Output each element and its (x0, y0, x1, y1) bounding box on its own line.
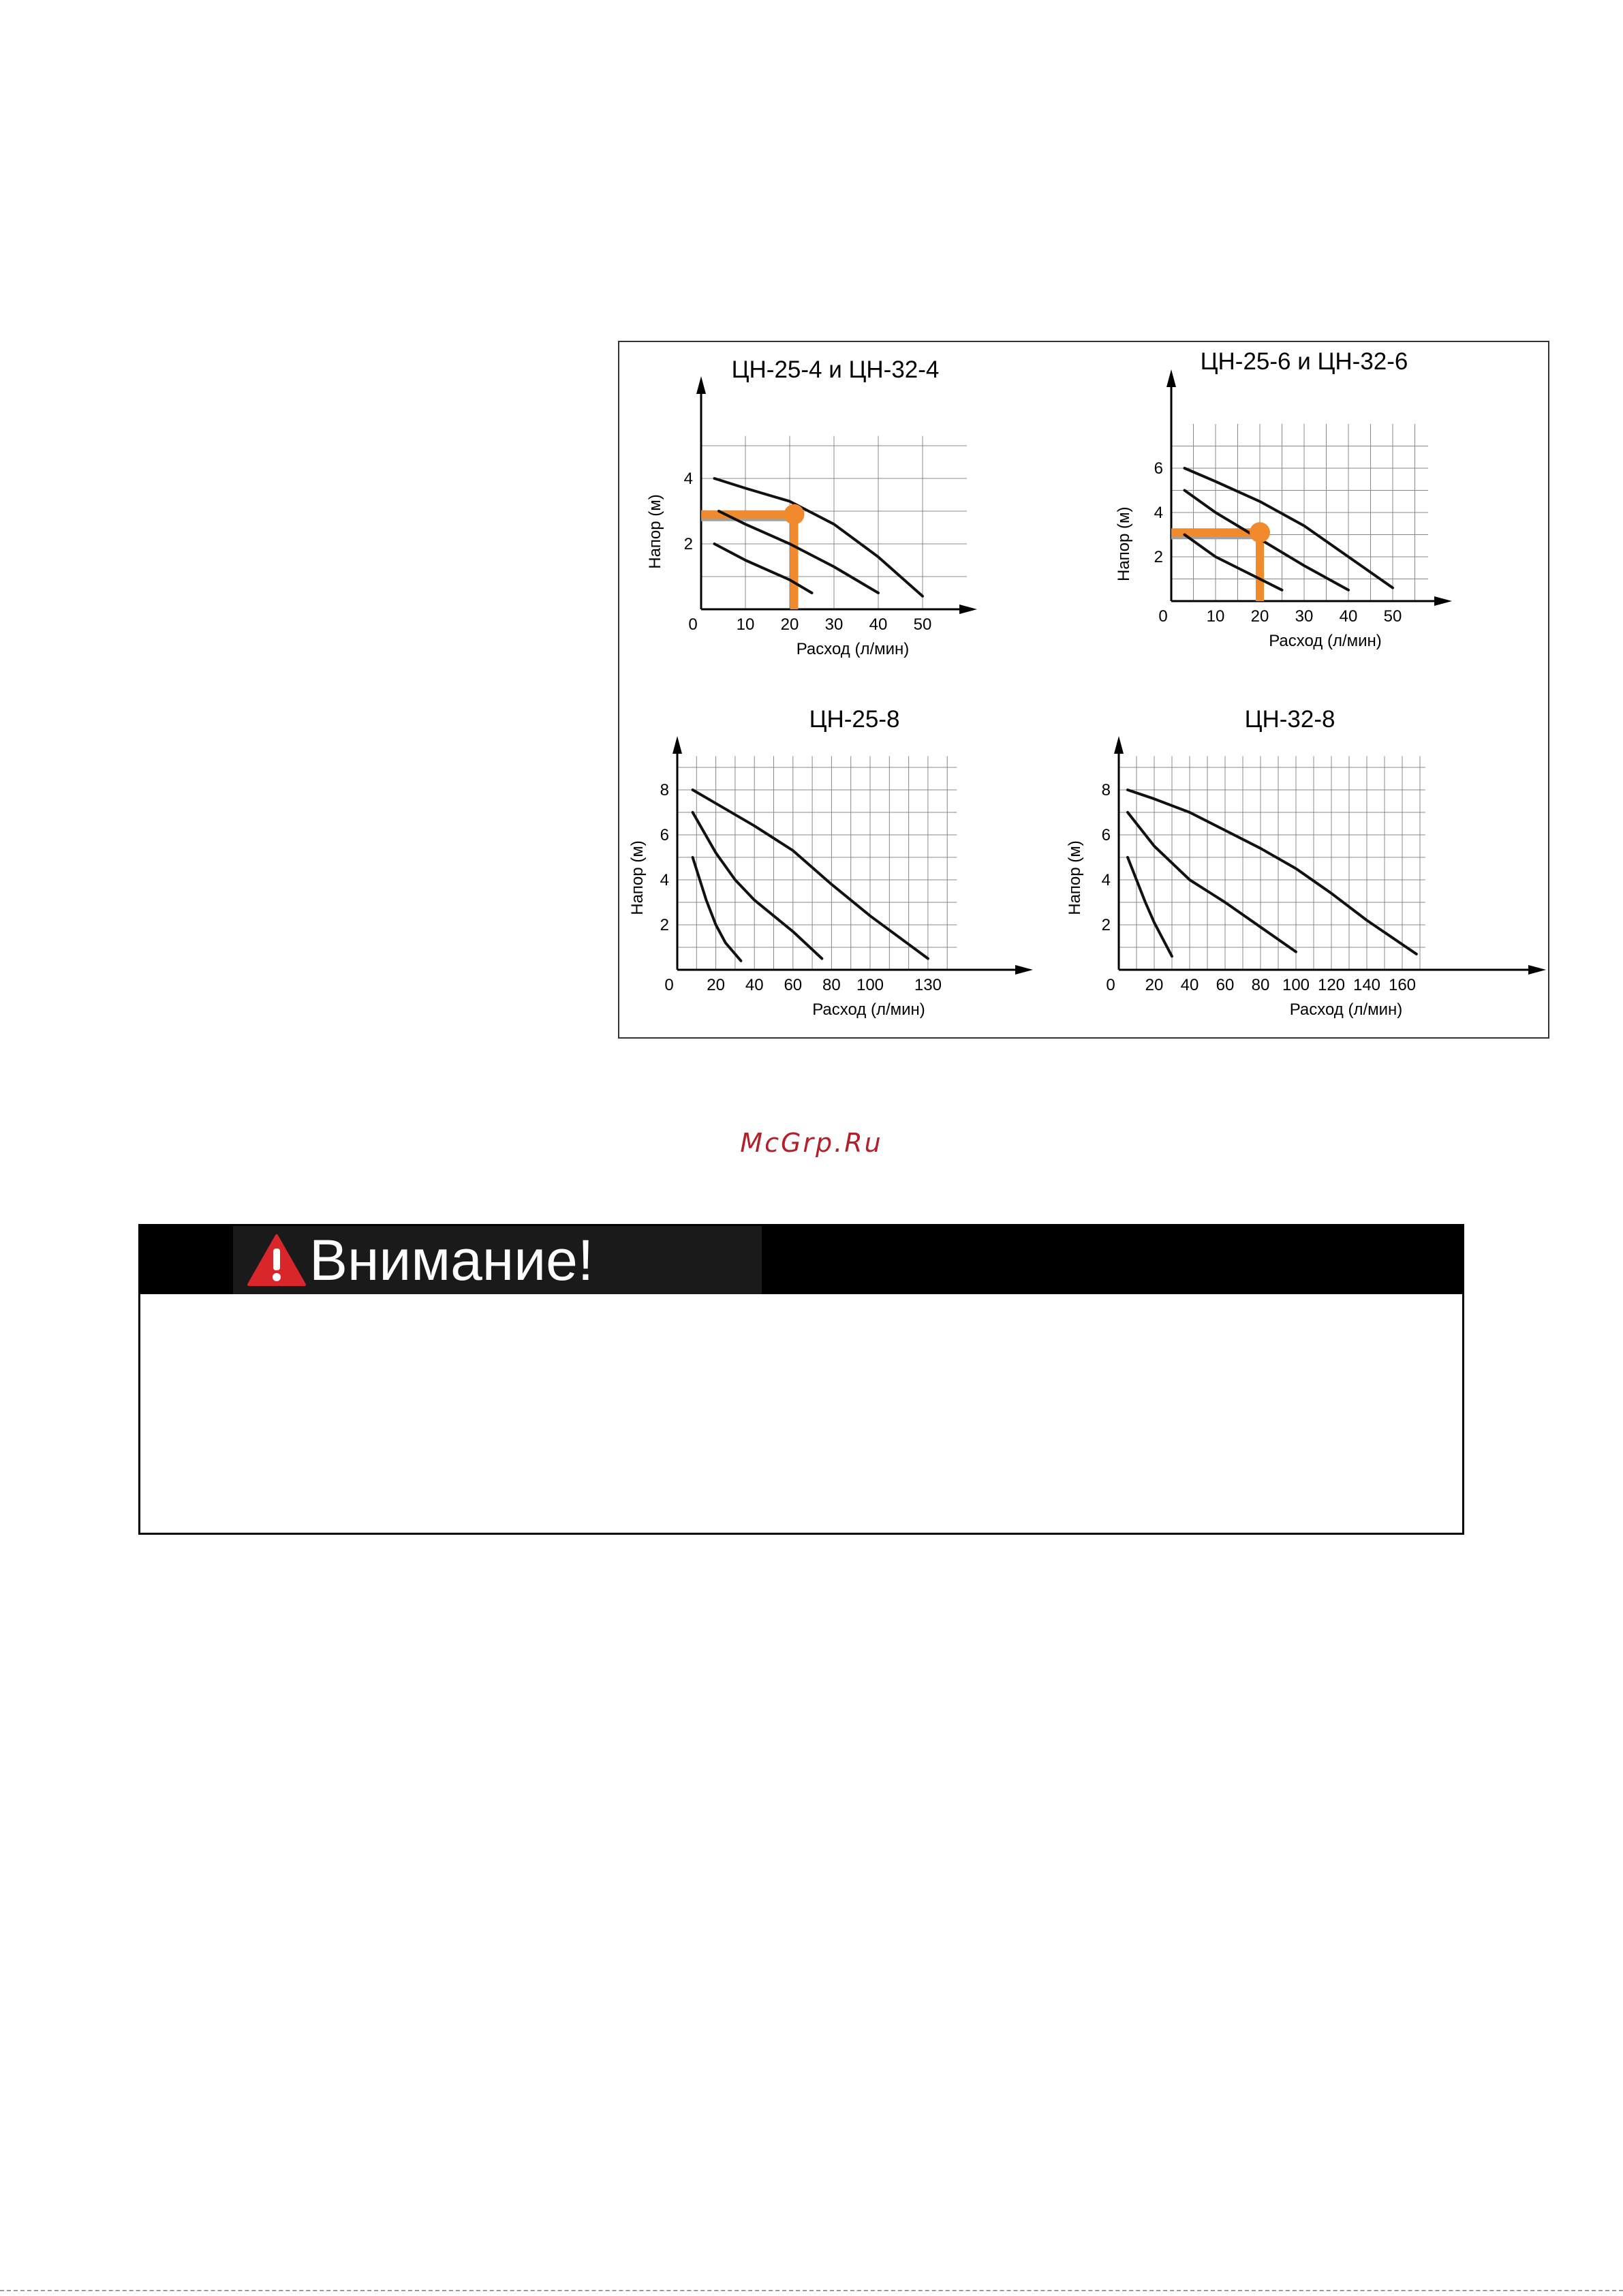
y-tick-label: 4 (683, 470, 693, 488)
x-tick-label: 0 (688, 615, 698, 634)
x-tick-label: 160 (1388, 976, 1417, 994)
y-axis-arrow (1114, 736, 1124, 754)
warning-box (138, 1224, 1464, 1535)
x-tick-label: 80 (1251, 976, 1270, 994)
operating-point-dot (784, 504, 805, 525)
x-axis-arrow (959, 604, 977, 614)
x-tick-label: 50 (913, 615, 932, 634)
x-tick-label: 20 (707, 976, 725, 994)
x-tick-label: 10 (1206, 607, 1225, 626)
pump-curves-figure (618, 341, 1549, 1039)
pump-curves-svg (619, 342, 1551, 1040)
pump-curve-line (1128, 812, 1296, 952)
y-tick-label: 2 (1101, 916, 1111, 934)
warning-body (140, 1294, 1462, 1533)
warning-banner (233, 1226, 762, 1294)
x-axis-label: Расход (л/мин) (1289, 1000, 1403, 1019)
y-tick-label: 4 (1101, 871, 1111, 889)
x-tick-label: 30 (1295, 607, 1314, 626)
watermark-text: McGrp.Ru (740, 1128, 883, 1158)
warning-header (140, 1226, 1462, 1294)
y-axis-arrow (673, 736, 682, 754)
y-tick-label: 8 (660, 781, 669, 799)
y-tick-label: 4 (1154, 504, 1163, 522)
x-axis-label: Расход (л/мин) (796, 640, 910, 658)
chart-title: ЦН-25-6 и ЦН-32-6 (1200, 348, 1408, 375)
y-tick-label: 2 (1154, 548, 1163, 566)
x-tick-label: 80 (822, 976, 841, 994)
x-tick-label: 0 (1106, 976, 1115, 994)
y-axis-label: Напор (м) (646, 494, 664, 569)
x-axis-arrow (1434, 596, 1452, 606)
x-tick-label: 140 (1352, 976, 1381, 994)
pump-curve-line (693, 790, 928, 959)
x-tick-label: 100 (856, 976, 884, 994)
x-tick-label: 0 (664, 976, 674, 994)
chart-title: ЦН-25-4 и ЦН-32-4 (731, 356, 940, 383)
x-tick-label: 40 (1339, 607, 1358, 626)
y-tick-label: 2 (660, 916, 669, 934)
warning-triangle-icon (247, 1234, 307, 1287)
pump-curve-line (693, 857, 741, 961)
x-tick-label: 40 (745, 976, 764, 994)
chart-title: ЦН-32-8 (1244, 706, 1335, 733)
y-tick-label: 6 (660, 826, 669, 844)
x-tick-label: 40 (1180, 976, 1199, 994)
x-tick-label: 120 (1317, 976, 1346, 994)
x-axis-arrow (1015, 965, 1033, 975)
x-tick-label: 100 (1282, 976, 1310, 994)
chart-title: ЦН-25-8 (809, 706, 900, 733)
operating-point-dot (1250, 522, 1270, 542)
y-tick-label: 4 (660, 871, 669, 889)
x-tick-label: 20 (1250, 607, 1269, 626)
x-tick-label: 130 (914, 976, 942, 994)
x-tick-label: 50 (1383, 607, 1402, 626)
y-axis-arrow (1166, 369, 1176, 387)
x-tick-label: 30 (824, 615, 844, 634)
x-tick-label: 60 (1216, 976, 1235, 994)
y-tick-label: 6 (1101, 826, 1111, 844)
pump-curve-line (1128, 790, 1417, 954)
x-tick-label: 20 (1145, 976, 1164, 994)
y-axis-label: Напор (м) (1115, 506, 1133, 582)
x-axis-arrow (1528, 965, 1546, 975)
y-axis-label: Напор (м) (1066, 840, 1084, 915)
y-tick-label: 8 (1101, 781, 1111, 799)
warning-title: Внимание! (309, 1228, 594, 1292)
x-tick-label: 10 (736, 615, 755, 634)
x-tick-label: 40 (869, 615, 888, 634)
x-tick-label: 0 (1158, 607, 1168, 626)
page-footer-line (0, 2290, 1623, 2291)
pump-curve-line (1128, 857, 1172, 956)
x-axis-label: Расход (л/мин) (1269, 632, 1382, 650)
x-tick-label: 20 (780, 615, 799, 634)
x-tick-label: 60 (784, 976, 803, 994)
x-axis-label: Расход (л/мин) (812, 1000, 925, 1019)
y-tick-label: 2 (683, 535, 693, 553)
pump-curve-line (693, 812, 822, 959)
y-axis-arrow (696, 376, 706, 394)
y-axis-label: Напор (м) (628, 840, 647, 915)
y-tick-label: 6 (1154, 459, 1163, 478)
